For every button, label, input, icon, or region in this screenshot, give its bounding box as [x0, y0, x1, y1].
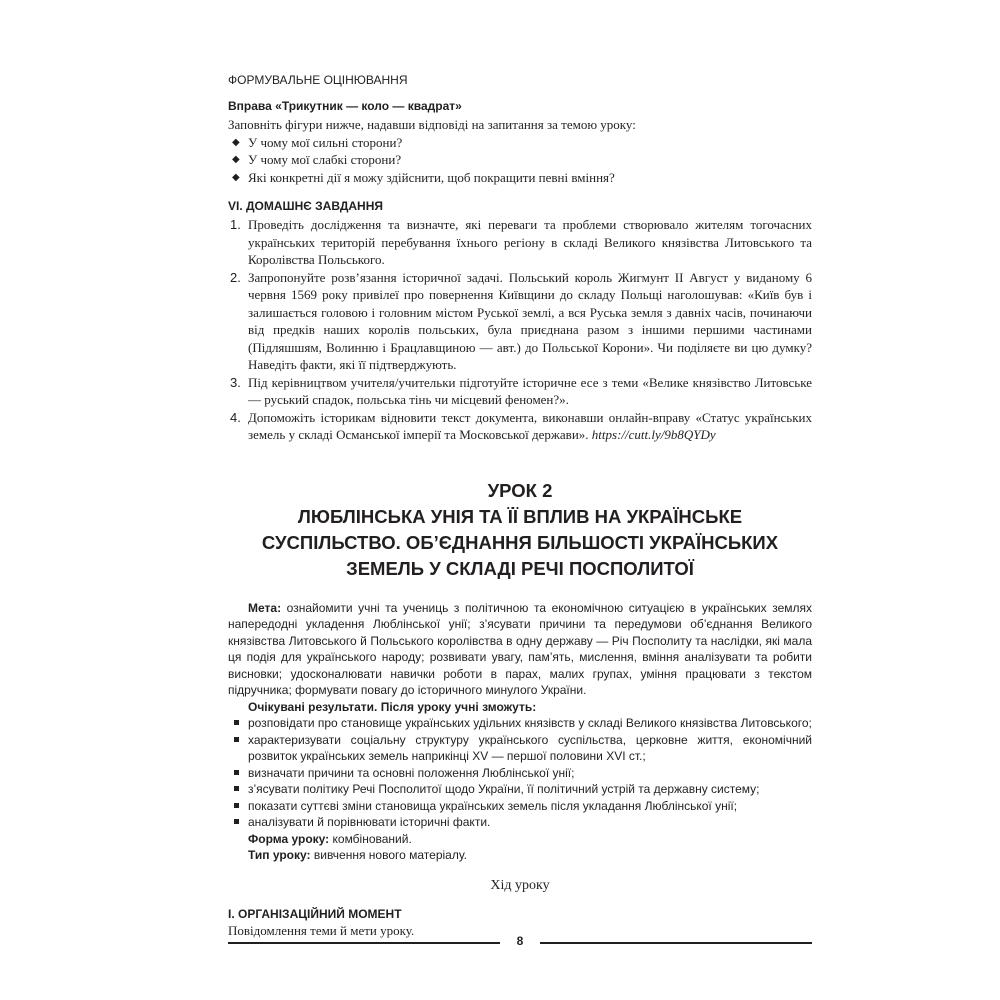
org-text: Повідомлення теми й мети уроку.: [228, 922, 415, 938]
list-item: характеризувати соціальну структуру українського суспільства, церковне життя, економічний розвиток українських земель наприкінці XV — першої половини XVI ст.;: [228, 732, 812, 765]
list-item: ◆ У чому мої сильні сторони?: [232, 134, 403, 150]
formative-heading: ФОРМУВАЛЬНЕ ОЦІНЮВАННЯ: [228, 73, 408, 87]
lesson-type: Тип уроку: вивчення нового матеріалу.: [248, 848, 467, 862]
expected-results-list: [228, 715, 812, 831]
list-item: 3. Під керівництвом учителя/учительки підготуйте історичне есе з теми «Велике князівство Литовське — руський спадок, польська тінь чи місцевий феномен?».: [230, 374, 812, 407]
goal-label: Мета:: [248, 600, 282, 615]
exercise-title: Вправа «Трикутник — коло — квадрат»: [228, 99, 462, 113]
lesson-title-line: СУСПІЛЬСТВО. ОБ’ЄДНАННЯ БІЛЬШОСТІ УКРАЇНСЬКИХ: [261, 531, 779, 553]
square-bullet-icon: [234, 803, 239, 808]
homework-task-list: [228, 216, 812, 444]
footer-rule: [228, 942, 500, 944]
homework-heading: VI. ДОМАШНЄ ЗАВДАННЯ: [228, 199, 384, 213]
footer-rule: [540, 942, 812, 944]
expected-results-label: Очікувані результати. Після уроку учні зможуть:: [248, 699, 537, 714]
square-bullet-icon: [234, 737, 239, 742]
goal-text: ознайомити учні та учениць з політичною та економічною ситуацією в українських землях напередодні укладення Люблінської унії; з’ясувати причини та передумови об’єднання Великого князівства Литовського й Польського королівства в одну державу — Річ Посполиту та наслідки, які мала ця подія для українського народу; розвивати увагу, пам’ять, мислення, вміння аналізувати та робити висновки; удосконалювати навички роботи в парах, малих групах, уміння працювати з текстом підручника; формувати повагу до історичного минулого України.: [228, 600, 812, 697]
org-heading: I. ОРГАНІЗАЦІЙНИЙ МОМЕНТ: [228, 906, 402, 921]
lesson-goal: [228, 600, 812, 699]
page-number: 8: [516, 934, 524, 948]
square-bullet-icon: [234, 786, 239, 791]
question-list: [228, 134, 812, 187]
list-item: 2. Запропонуйте розв’язання історичної задачі. Польський король Жигмунт II Август у виданому 6 червня 1569 року привілеї про повернення Київщини до складу Польщі наголошував: «Київ був і залишається головою і головним містом Руської землі, а вся Руська земля з давніх часів, починаючи від предків наших королів польських, була приєднана разом з іншими першими частинами (Підляшшям, Волинню і Брацлавщиною — авт.) до Польської Корони». Чи поділяєте ви цю думку? Наведіть факти, які її підтверджують.: [230, 269, 812, 372]
exercise-instruction: Заповніть фігури нижче, надавши відповіді на запитання за темою уроку:: [228, 117, 636, 132]
diamond-bullet-icon: ◆: [232, 171, 240, 183]
diamond-bullet-icon: ◆: [232, 154, 240, 165]
course-heading: Хід уроку: [490, 877, 550, 893]
lesson-title-line: ЛЮБЛІНСЬКА УНІЯ ТА ЇЇ ВПЛИВ НА УКРАЇНСЬКЕ: [297, 505, 743, 527]
list-item: розповідати про становище українських удільних князівств у складі Великого князівства Литовського;: [228, 715, 812, 732]
list-item: аналізувати й порівнювати історичні факти.: [228, 814, 812, 831]
lesson-form: Форма уроку: комбінований.: [248, 831, 412, 846]
page-content: [228, 68, 812, 939]
list-item: 1. Проведіть дослідження та визначте, які переваги та проблеми створювало жителям тогочасних українських територій перебування їхнього регіону в складі Великого князівства Литовського та Королівства Польського.: [230, 217, 812, 267]
list-item: ◆ Які конкретні дії я можу здійснити, щоб покращити певні вміння?: [232, 169, 615, 185]
square-bullet-icon: [234, 720, 239, 725]
list-item: визначати причини та основні положення Люблінської унії;: [228, 765, 812, 782]
lesson-title-block: [228, 478, 812, 582]
list-item: показати суттєві зміни становища українських земель після укладання Люблінської унії;: [228, 798, 812, 815]
square-bullet-icon: [234, 770, 239, 775]
list-item: ◆ У чому мої слабкі сторони?: [232, 152, 402, 167]
square-bullet-icon: [234, 819, 239, 824]
list-item: з’ясувати політику Речі Посполитої щодо України, її політичний устрій та державну систему;: [228, 781, 812, 798]
lesson-title-line: ЗЕМЕЛЬ У СКЛАДІ РЕЧІ ПОСПОЛИТОЇ: [346, 557, 694, 579]
page-footer: [228, 928, 812, 958]
list-item: 4. Допоможіть історикам відновити текст документа, виконавши онлайн-вправу «Статус українських земель у складі Османської імперії та Московської держави». https://cutt.ly/9b8QYDy: [230, 409, 812, 442]
lesson-number: УРОК 2: [487, 479, 553, 501]
diamond-bullet-icon: ◆: [232, 136, 240, 148]
exercise-link[interactable]: https://cutt.ly/9b8QYDy: [591, 427, 716, 442]
